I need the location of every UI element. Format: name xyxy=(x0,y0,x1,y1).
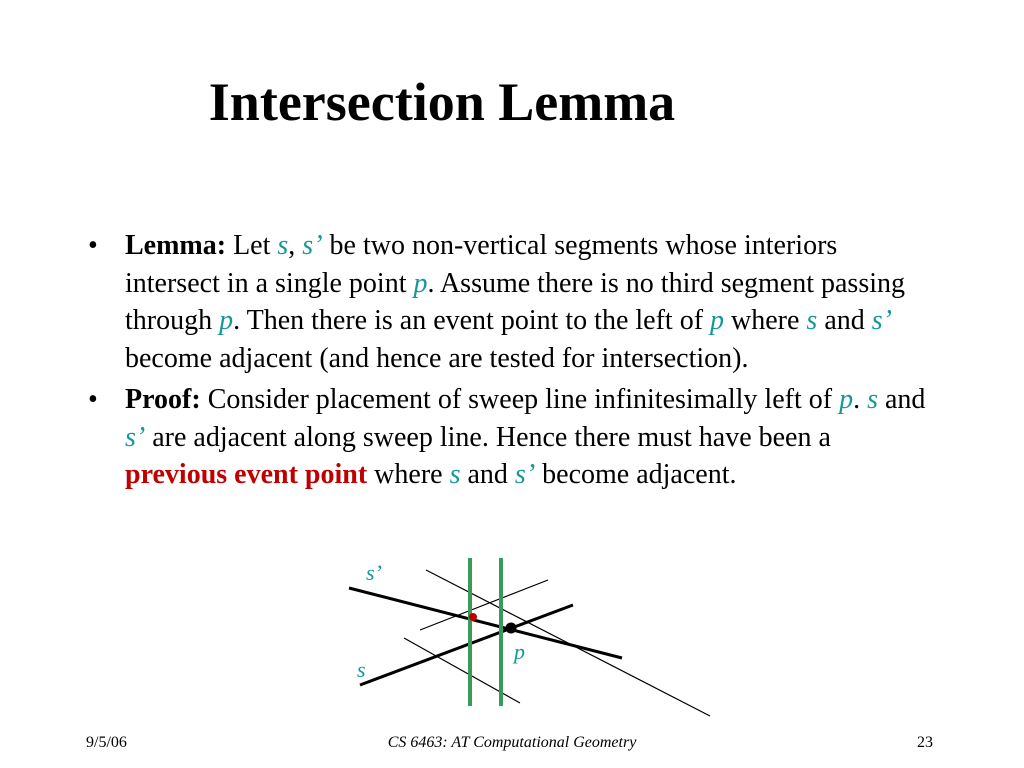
var-s: s xyxy=(806,305,818,336)
footer-page-number: 23 xyxy=(917,734,933,751)
lemma-text: Let xyxy=(226,230,278,261)
label-p: p xyxy=(514,639,525,664)
label-s: s xyxy=(357,657,366,682)
segment-s-prime xyxy=(349,588,622,658)
var-s-prime: s’ xyxy=(514,459,536,490)
var-s: s xyxy=(277,230,289,261)
lemma-text: , xyxy=(288,230,303,261)
var-p: p xyxy=(219,305,234,336)
var-s-prime: s’ xyxy=(871,305,892,336)
highlight-previous-event-point: previous event point xyxy=(125,459,368,490)
footer-course: CS 6463: AT Computational Geometry xyxy=(387,734,637,751)
var-s: s xyxy=(449,459,461,490)
footer-date: 9/5/06 xyxy=(86,734,127,751)
lemma-text: become adjacent (and hence are tested for intersection). xyxy=(125,342,749,374)
proof-heading: Proof: xyxy=(125,384,201,415)
proof-text: . xyxy=(853,384,868,415)
proof-text: are adjacent along sweep line. Hence there must have been a xyxy=(145,421,831,453)
bullet-dot: • xyxy=(88,230,98,261)
var-s: s xyxy=(867,384,878,415)
var-s-prime: s’ xyxy=(302,230,323,261)
lemma-text: and xyxy=(817,305,872,336)
lemma-heading: Lemma: xyxy=(125,230,227,261)
lemma-text: . Then there is an event point to the left of xyxy=(233,305,711,336)
lemma-text: where xyxy=(724,305,807,336)
lemma-text: be two non-vertical segments whose interiors intersect in a single point xyxy=(125,230,838,299)
previous-event-point-marker xyxy=(469,613,477,621)
proof-text: and xyxy=(460,459,515,490)
proof-text: become adjacent. xyxy=(535,459,737,490)
lemma-text: . Assume there is no third segment passing through xyxy=(125,267,906,336)
var-p: p xyxy=(839,384,854,415)
proof-text: Consider placement of sweep line infinitesimally left of xyxy=(200,384,840,415)
var-s-prime: s’ xyxy=(125,421,146,453)
proof-text: and xyxy=(877,384,926,415)
label-s-prime: s’ xyxy=(366,560,382,585)
var-p: p xyxy=(710,305,725,336)
intersection-point-p xyxy=(506,623,517,634)
bullet-dot: • xyxy=(88,384,98,415)
proof-text: where xyxy=(367,459,450,490)
var-p: p xyxy=(413,267,428,299)
slide-title: Intersection Lemma xyxy=(208,72,676,132)
